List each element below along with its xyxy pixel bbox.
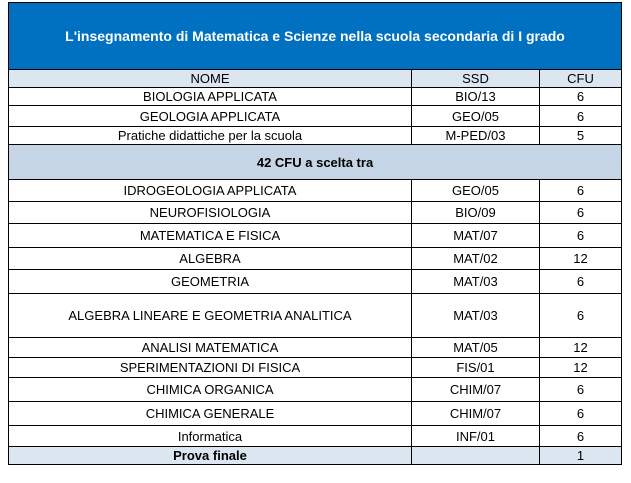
table-row: [9, 294, 622, 338]
table-row: [9, 88, 622, 106]
course-cfu: 6: [540, 88, 622, 106]
table-row: [9, 426, 622, 447]
course-ssd: MAT/03: [412, 294, 540, 338]
table-row: [9, 378, 622, 402]
course-name: Informatica: [9, 426, 412, 447]
table-row: [9, 202, 622, 224]
table-row: [9, 358, 622, 378]
course-cfu: 6: [540, 426, 622, 447]
course-ssd: MAT/02: [412, 248, 540, 270]
course-name: BIOLOGIA APPLICATA: [9, 88, 412, 106]
course-cfu: 6: [540, 202, 622, 224]
course-name: GEOLOGIA APPLICATA: [9, 106, 412, 127]
course-cfu: 12: [540, 338, 622, 358]
header-row: [9, 70, 622, 88]
course-ssd: GEO/05: [412, 106, 540, 127]
title-row: [9, 3, 622, 70]
course-cfu: 12: [540, 358, 622, 378]
course-name: IDROGEOLOGIA APPLICATA: [9, 180, 412, 202]
course-ssd: M-PED/03: [412, 127, 540, 145]
course-ssd: FIS/01: [412, 358, 540, 378]
course-cfu: 6: [540, 180, 622, 202]
header-cfu: CFU: [540, 70, 622, 88]
table-row: [9, 248, 622, 270]
final-cfu: 1: [540, 447, 622, 465]
table-row: [9, 180, 622, 202]
course-name: NEUROFISIOLOGIA: [9, 202, 412, 224]
course-ssd: MAT/07: [412, 224, 540, 248]
course-cfu: 6: [540, 106, 622, 127]
course-name: CHIMICA ORGANICA: [9, 378, 412, 402]
course-ssd: BIO/09: [412, 202, 540, 224]
final-name: Prova finale: [9, 447, 412, 465]
course-ssd: INF/01: [412, 426, 540, 447]
course-name: MATEMATICA E FISICA: [9, 224, 412, 248]
table-row: [9, 338, 622, 358]
table-row: [9, 106, 622, 127]
course-ssd: BIO/13: [412, 88, 540, 106]
course-ssd: MAT/05: [412, 338, 540, 358]
course-table: [8, 2, 622, 465]
table-row: [9, 224, 622, 248]
course-cfu: 12: [540, 248, 622, 270]
course-ssd: GEO/05: [412, 180, 540, 202]
course-ssd: CHIM/07: [412, 378, 540, 402]
final-row: [9, 447, 622, 465]
header-ssd: SSD: [412, 70, 540, 88]
course-name: SPERIMENTAZIONI DI FISICA: [9, 358, 412, 378]
table-row: [9, 270, 622, 294]
header-nome: NOME: [9, 70, 412, 88]
course-cfu: 6: [540, 224, 622, 248]
course-name: ANALISI MATEMATICA: [9, 338, 412, 358]
table-row: [9, 402, 622, 426]
course-cfu: 5: [540, 127, 622, 145]
course-cfu: 6: [540, 270, 622, 294]
course-name: CHIMICA GENERALE: [9, 402, 412, 426]
course-ssd: MAT/03: [412, 270, 540, 294]
course-name: ALGEBRA LINEARE E GEOMETRIA ANALITICA: [9, 294, 412, 338]
course-name: ALGEBRA: [9, 248, 412, 270]
course-cfu: 6: [540, 378, 622, 402]
course-ssd: CHIM/07: [412, 402, 540, 426]
section-label: 42 CFU a scelta tra: [9, 145, 622, 180]
course-name: GEOMETRIA: [9, 270, 412, 294]
table-row: [9, 127, 622, 145]
course-name: Pratiche didattiche per la scuola: [9, 127, 412, 145]
section-row: [9, 145, 622, 180]
final-ssd: [412, 447, 540, 465]
course-cfu: 6: [540, 294, 622, 338]
table-title: L'insegnamento di Matematica e Scienze nella scuola secondaria di I grado: [9, 3, 622, 70]
course-cfu: 6: [540, 402, 622, 426]
